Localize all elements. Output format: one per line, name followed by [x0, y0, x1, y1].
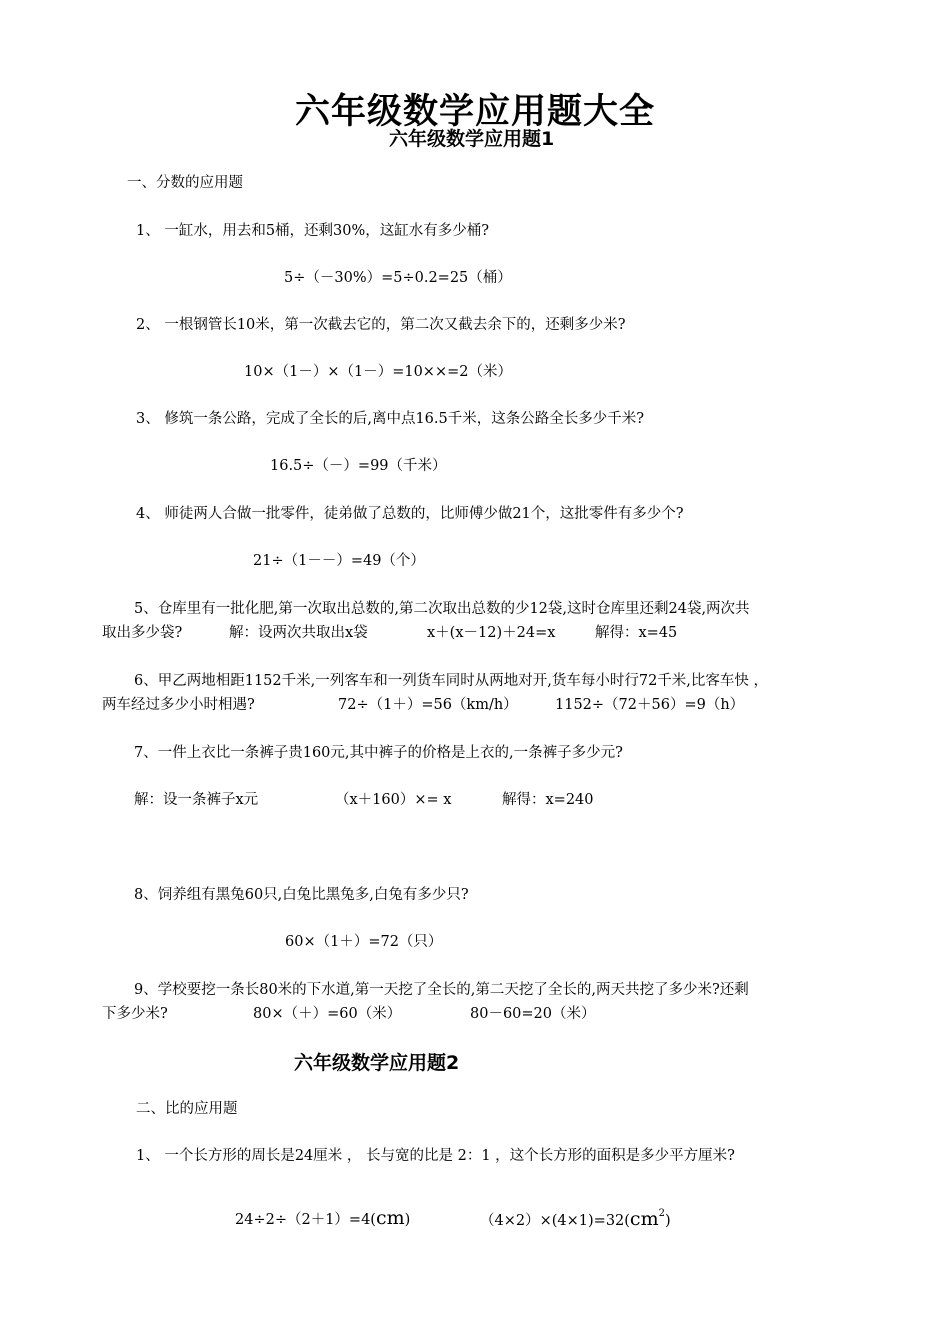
ratio-answer-2 — [480, 1209, 671, 1229]
question-6-line-2: 两车经过多少小时相遇? — [102, 697, 255, 713]
question-9-line-2: 下多少米? — [102, 1006, 168, 1022]
question-9-answer-2: 80－60=20（米） — [470, 1006, 596, 1022]
ratio-answer-2-unit: cm — [629, 1208, 659, 1230]
ratio-answer-1-unit: cm — [375, 1207, 405, 1229]
part-2-heading: 二、比的应用题 — [136, 1101, 238, 1117]
ratio-answer-1-text: 24÷2÷（2＋1）=4( — [235, 1212, 376, 1228]
question-7-equation: （x＋160）×= x — [335, 792, 452, 808]
ratio-answer-2-close: ) — [664, 1213, 671, 1229]
ratio-answer-2-exponent: 2 — [658, 1208, 665, 1219]
question-4: 4、 师徒两人合做一批零件，徒弟做了总数的，比师傅少做21个，这批零件有多少个? — [136, 506, 684, 522]
ratio-answer-1 — [235, 1209, 410, 1228]
question-6-line-1: 6、甲乙两地相距1152千米,一列客车和一列货车同时从两地对开,货车每小时行72千米,比客车快 ， — [134, 673, 769, 689]
section-2-title: 六年级数学应用题2 — [294, 1052, 460, 1074]
answer-8: 60×（1＋）=72（只） — [285, 934, 443, 950]
question-9-line-1: 9、学校要挖一条长80米的下水道,第一天挖了全长的,第二天挖了全长的,两天共挖了多少米?还剩 — [134, 982, 749, 998]
question-2: 2、 一根钢管长10米，第一次截去它的，第二次又截去余下的，还剩多少米? — [136, 317, 626, 333]
question-5-line-2: 取出多少袋? — [102, 625, 183, 641]
section-1-title: 六年级数学应用题1 — [389, 128, 555, 150]
question-7-answer: 解得：x=240 — [502, 792, 594, 808]
ratio-question-1: 1、 一个长方形的周长是24厘米 ， 长与宽的比是 2：1 ，这个长方形的面积是多少平方厘米? — [136, 1148, 735, 1164]
question-5-line-1: 5、仓库里有一批化肥,第一次取出总数的,第二次取出总数的少12袋,这时仓库里还剩24袋,两次共 — [134, 601, 750, 617]
question-7: 7、一件上衣比一条裤子贵160元,其中裤子的价格是上衣的,一条裤子多少元? — [134, 745, 623, 761]
question-3: 3、 修筑一条公路，完成了全长的后,离中点16.5千米，这条公路全长多少千米? — [136, 411, 644, 427]
answer-3: 16.5÷（－）=99（千米） — [270, 458, 447, 474]
question-6-answer-2: 1152÷（72＋56）=9（h） — [555, 697, 745, 713]
ratio-answer-1-close: ) — [404, 1212, 411, 1228]
part-1-heading: 一、分数的应用题 — [127, 175, 243, 191]
question-7-setup: 解：设一条裤子x元 — [134, 792, 259, 808]
answer-4: 21÷（1－－）=49（个） — [253, 553, 425, 569]
answer-2: 10×（1－）×（1－）=10××=2（米） — [244, 364, 512, 380]
question-8: 8、饲养组有黑兔60只,白兔比黑兔多,白兔有多少只? — [134, 887, 469, 903]
question-5-equation: x＋(x－12)＋24=x — [427, 625, 556, 641]
question-1: 1、 一缸水，用去和5桶，还剩30%，这缸水有多少桶? — [136, 223, 490, 239]
question-5-setup: 解：设两次共取出x袋 — [229, 625, 368, 641]
question-6-answer-1: 72÷（1＋）=56（km/h） — [338, 697, 518, 713]
document-title: 六年级数学应用题大全 — [294, 92, 655, 132]
question-5-answer: 解得：x=45 — [595, 625, 678, 641]
ratio-answer-2-text: （4×2）×(4×1)=32( — [480, 1213, 630, 1229]
answer-1: 5÷（－30%）=5÷0.2=25（桶） — [284, 270, 512, 286]
question-9-answer-1: 80×（＋）=60（米） — [253, 1006, 402, 1022]
